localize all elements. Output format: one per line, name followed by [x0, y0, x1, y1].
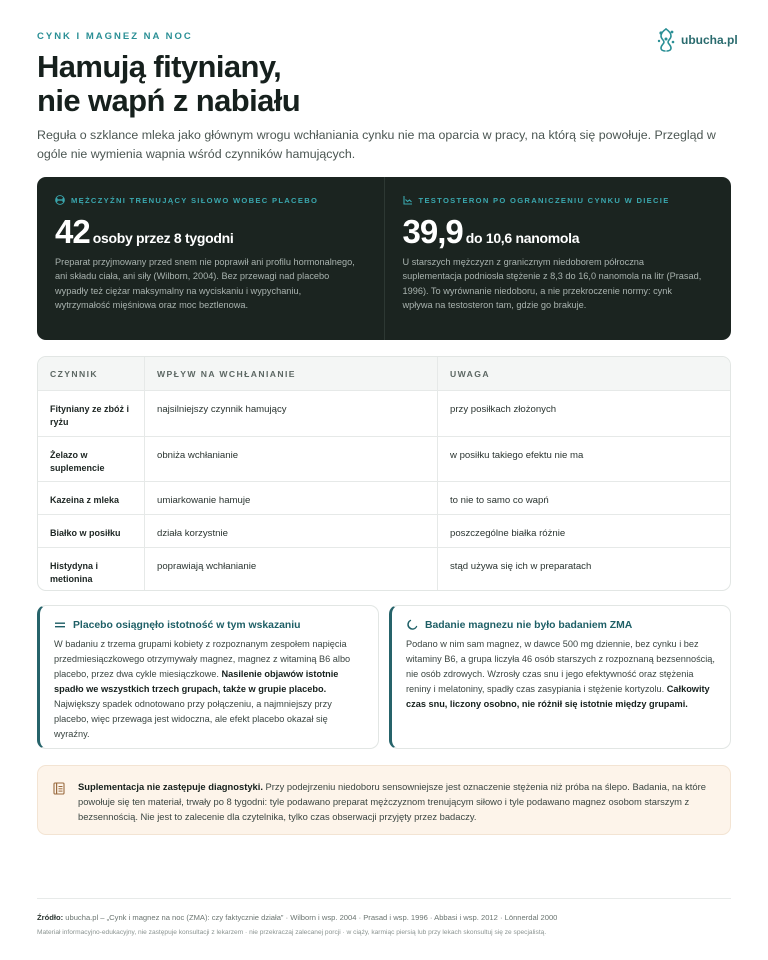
- factor-cell: Kazeina z mleka: [38, 482, 145, 514]
- note-card-magnesium: [389, 605, 731, 749]
- card-title: Badanie magnezu nie było badaniem ZMA: [425, 619, 633, 631]
- note-cell: przy posiłkach złożonych: [450, 404, 557, 415]
- card-text-emphasis: Nasilenie objawów istotnie spadło we wszystkich trzech grupach, także w grupie placebo.: [54, 669, 339, 694]
- stat-headline: [403, 213, 714, 251]
- callout-emphasis: Suplementacja nie zastępuje diagnostyki.: [78, 781, 263, 792]
- card-heading: [54, 619, 364, 631]
- callout-body: Przy podejrzeniu niedoboru sensowniejsze jest oznaczenie stężenia niż próba na ślepo. Badania, na które powołuje się ten materiał, trwały po 8 tygodni: tyle podawano preparat mężczyznom trenującym siłowo i tyle podawano magnez osobom starszym z bezsennością. Nie jest to zalecenie dla czytelnika, tylko czas obserwacji przyjęty przez badaczy.: [78, 781, 706, 822]
- note-cell: poszczególne białka różnie: [450, 528, 566, 539]
- factor-cell: Fityniany ze zbóż i ryżu: [38, 391, 145, 436]
- stat-number: 42: [55, 213, 90, 250]
- stat-description: Preparat przyjmowany przed snem nie poprawił ani profilu hormonalnego, ani składu ciała, ani siły (Wilborn, 2004). Bez przewagi nad placebo wypadły też ciężar maksymalny na wyciskaniu i wypychaniu, wytrzymałość mięśniowa oraz moc beztlenowa.: [55, 257, 355, 311]
- table-row: [38, 436, 730, 481]
- effect-cell: obniża wchłanianie: [145, 437, 438, 481]
- card-body: [54, 637, 364, 742]
- absorption-table: [37, 356, 731, 591]
- title-line-1: Hamują fityniany,: [37, 49, 282, 84]
- stat-label-text: MĘŻCZYŹNI TRENUJĄCY SIŁOWO WOBEC PLACEBO: [71, 195, 319, 205]
- column-header-effect: WPŁYW NA WCHŁANIANIE: [145, 357, 438, 390]
- column-header-factor: CZYNNIK: [38, 357, 145, 390]
- source-text: ubucha.pl – „Cynk i magnez na noc (ZMA): czy faktycznie działa” · Wilborn i wsp. 2004 · Prasad i wsp. 1996 · Abbasi i wsp. 2012 · Lönnerdal 2000: [63, 913, 558, 922]
- note-cell: stąd używa się ich w preparatach: [450, 561, 592, 572]
- effect-cell: poprawiają wchłanianie: [145, 548, 438, 590]
- stat-unit: do 10,6 nanomola: [465, 230, 580, 246]
- effect-cell: działa korzystnie: [145, 515, 438, 547]
- stat-number: 39,9: [402, 213, 463, 250]
- disclaimer: Materiał informacyjno-edukacyjny, nie zastępuje konsultacji z lekarzem · nie przekraczaj zalecanej porcji · w ciąży, karmiąc piersią lub przy lekach skonsultuj się ze specjalistą.: [37, 929, 547, 936]
- stat-block-testosterone: [384, 177, 732, 340]
- stat-label: [403, 195, 714, 205]
- callout-text: [78, 779, 716, 824]
- table-row: [38, 547, 730, 590]
- table-row: [38, 514, 730, 547]
- lead-paragraph: Reguła o szklance mleka jako głównym wrogu wchłaniania cynku nie ma oparcia w pracy, na którą się powołuje. Przegląd w ogóle nie wymienia wapnia wśród czynników hamujących.: [37, 128, 716, 161]
- card-body: [406, 637, 716, 712]
- card-title: Placebo osiągnęło istotność w tym wskazaniu: [73, 619, 301, 631]
- card-text-part: Podano w nim sam magnez, w dawce 500 mg dziennie, bez cynku i bez witaminy B6, a grupa liczyła 46 osób starszych z rozpoznaną bezsennością, nie osób zdrowych. Wzrosły czas snu i jego efektywność oraz stężenia reniny i melatoniny, spadły czas zasypiania i stężenie kortyzolu.: [406, 639, 715, 694]
- brand-name: ubucha.pl: [681, 33, 738, 47]
- stats-panel: [37, 177, 731, 340]
- card-text-emphasis: Całkowity czas snu, liczony osobno, nie różnił się istotnie między grupami.: [406, 684, 710, 709]
- stat-label: [55, 195, 366, 205]
- page-title: [37, 50, 637, 118]
- factor-cell: Histydyna i metionina: [38, 548, 145, 590]
- chart-icon: [403, 195, 413, 205]
- stat-description: U starszych mężczyzn z granicznym niedoborem półroczna suplementacja podniosła stężenie z 8,3 do 16,0 nanomola na litr (Prasad, 1996). To wyrównanie niedoboru, a nie przekroczenie normy: cynk wpływa na testosteron tam, gdzie go brakuje.: [402, 257, 702, 311]
- card-heading: [406, 619, 716, 631]
- source-line: [37, 913, 557, 922]
- dumbbell-icon: [55, 195, 65, 205]
- brand[interactable]: [655, 27, 738, 53]
- document-icon: [53, 782, 65, 795]
- note-cell: w posiłku takiego efektu nie ma: [450, 450, 584, 461]
- stat-unit: osoby przez 8 tygodni: [92, 230, 234, 246]
- moon-icon: [406, 619, 418, 631]
- factor-cell: Białko w posiłku: [38, 515, 145, 547]
- source-label: Źródło:: [37, 913, 64, 922]
- table-row: [38, 481, 730, 514]
- footer-divider: [37, 898, 731, 899]
- diagnostics-callout: [37, 765, 731, 835]
- card-text-part: W badaniu z trzema grupami kobiety z rozpoznanym zespołem napięcia przedmiesiączkowego otrzymywały magnez, magnez z witaminą B6 albo placebo, przez dwa cykle miesiączkowe.: [54, 639, 351, 679]
- title-line-2: nie wapń z nabiału: [37, 83, 301, 118]
- stat-headline: [55, 213, 366, 251]
- stat-label-text: TESTOSTERON PO OGRANICZENIU CYNKU W DIECIE: [418, 195, 670, 205]
- table-row: [38, 390, 730, 436]
- factor-cell: Żelazo w suplemencie: [38, 437, 145, 481]
- card-text-part: Największy spadek odnotowano przy połączeniu, a najmniejszy przy placebo, więc przewaga jest widoczna, ale efekt placebo okazał się wyraźny.: [54, 699, 332, 739]
- kombucha-logo-icon: [655, 27, 677, 53]
- note-card-placebo: [37, 605, 379, 749]
- equals-icon: [54, 619, 66, 631]
- note-cell: to nie to samo co wapń: [450, 495, 549, 506]
- column-header-note: UWAGA: [450, 368, 490, 379]
- table-header-row: [38, 357, 730, 390]
- eyebrow-label: CYNK I MAGNEZ NA NOC: [37, 31, 193, 42]
- effect-cell: umiarkowanie hamuje: [145, 482, 438, 514]
- effect-cell: najsilniejszy czynnik hamujący: [145, 391, 438, 436]
- stat-block-strength: [37, 177, 384, 340]
